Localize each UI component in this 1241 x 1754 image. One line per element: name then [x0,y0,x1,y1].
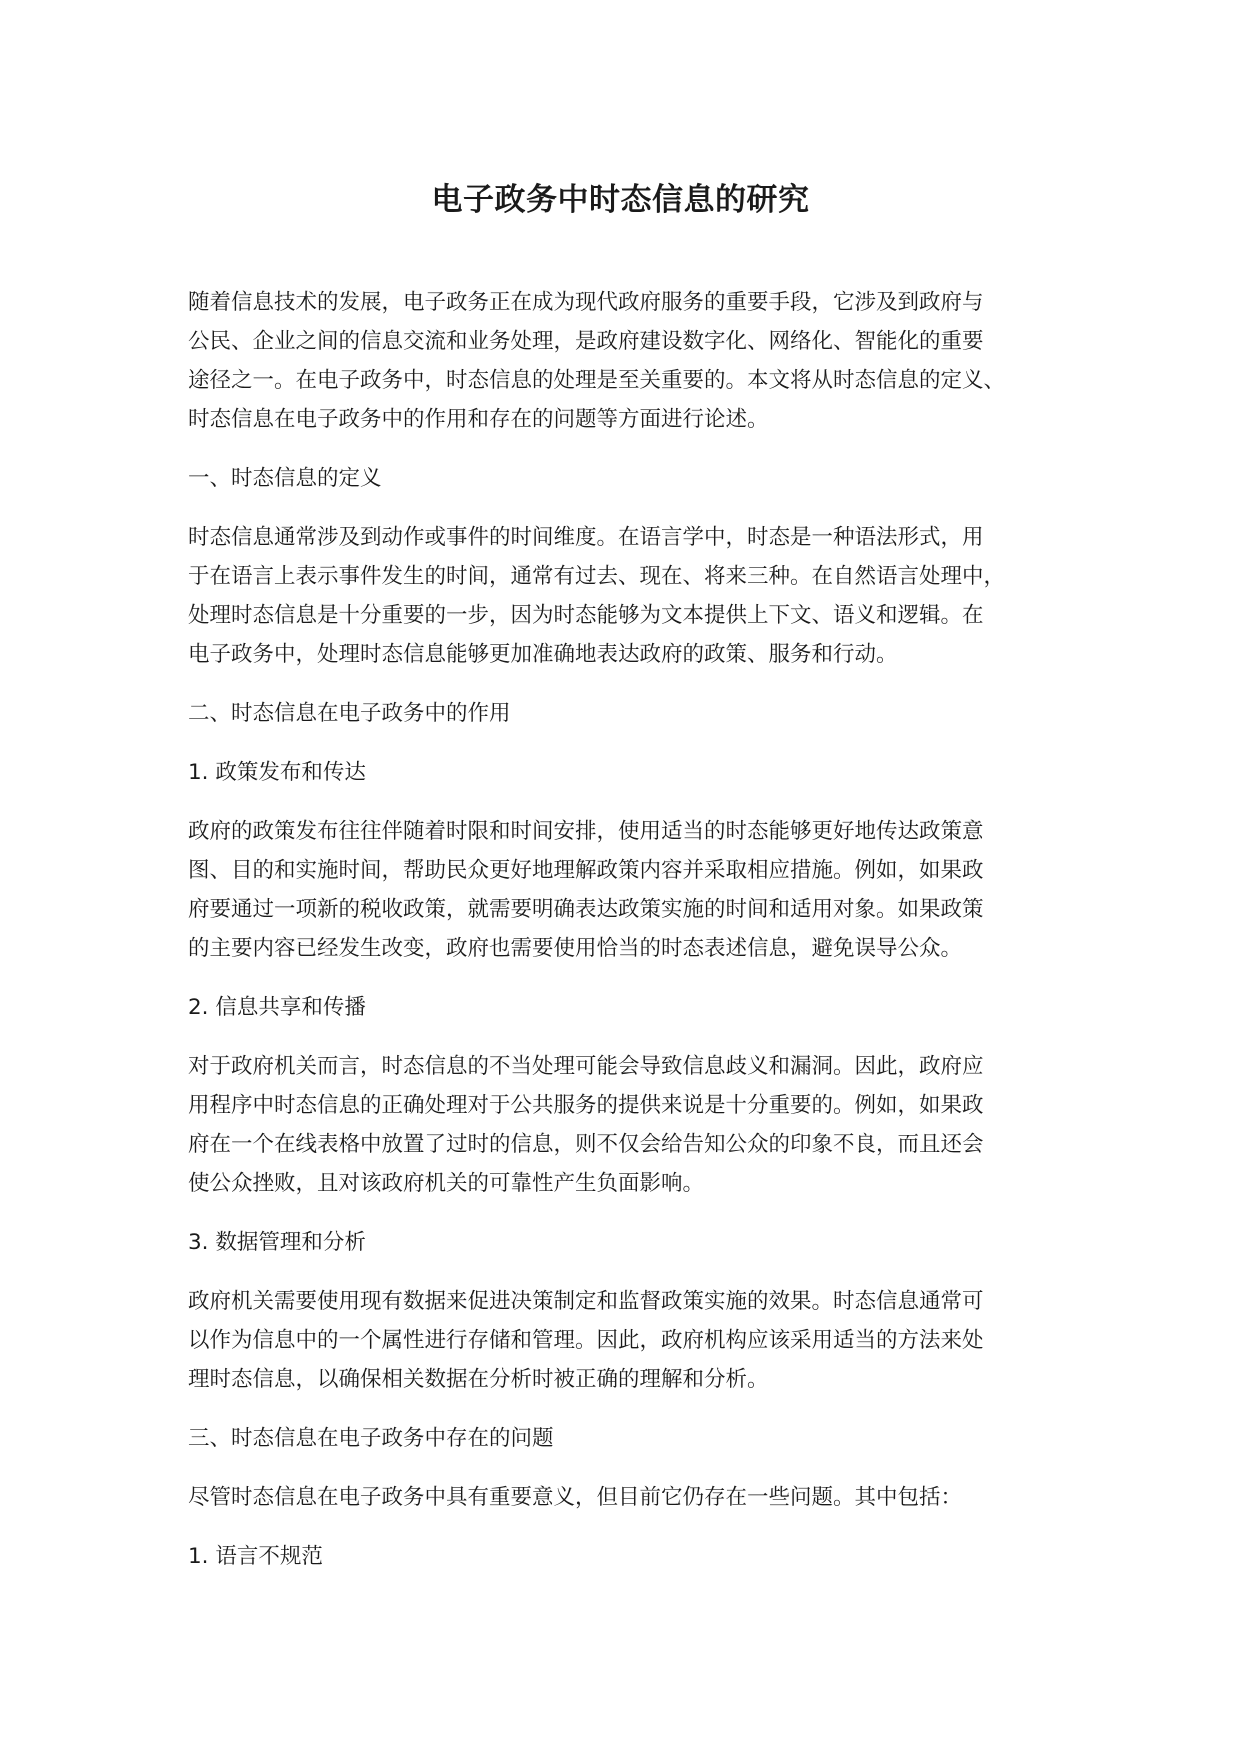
section-heading: 二、时态信息在电子政务中的作用 [188,701,511,726]
section-heading: 3. 数据管理和分析 [188,1230,366,1255]
paragraph-line: 途径之一。在电子政务中，时态信息的处理是至关重要的。本文将从时态信息的定义、 [188,368,1006,393]
paragraph-line: 以作为信息中的一个属性进行存储和管理。因此，政府机构应该采用适当的方法来处 [188,1328,984,1353]
document-title: 电子政务中时态信息的研究 [431,182,810,218]
paragraph-line: 的主要内容已经发生改变，政府也需要使用恰当的时态表述信息，避免误导公众。 [188,936,963,961]
body-paragraph [188,812,1068,968]
paragraph-line: 于在语言上表示事件发生的时间，通常有过去、现在、将来三种。在自然语言处理中， [188,564,1006,589]
paragraph-line: 用程序中时态信息的正确处理对于公共服务的提供来说是十分重要的。例如，如果政 [188,1093,984,1118]
body-paragraph [188,1282,1068,1399]
body-paragraph [188,518,1068,674]
paragraph-line: 公民、企业之间的信息交流和业务处理，是政府建设数字化、网络化、智能化的重要 [188,329,984,354]
paragraph-line: 政府的政策发布往往伴随着时限和时间安排，使用适当的时态能够更好地传达政策意 [188,819,984,844]
paragraph-line: 电子政务中，处理时态信息能够更加准确地表达政府的政策、服务和行动。 [188,642,898,667]
paragraph-line: 图、目的和实施时间，帮助民众更好地理解政策内容并采取相应措施。例如，如果政 [188,858,984,883]
section-heading: 2. 信息共享和传播 [188,995,366,1020]
section-heading: 1. 语言不规范 [188,1544,323,1569]
paragraph-line: 随着信息技术的发展，电子政务正在成为现代政府服务的重要手段，它涉及到政府与 [188,290,984,315]
paragraph-line: 理时态信息，以确保相关数据在分析时被正确的理解和分析。 [188,1367,769,1392]
section-heading: 三、时态信息在电子政务中存在的问题 [188,1426,554,1451]
paragraph-line: 时态信息通常涉及到动作或事件的时间维度。在语言学中，时态是一种语法形式，用 [188,525,984,550]
paragraph-line: 政府机关需要使用现有数据来促进决策制定和监督政策实施的效果。时态信息通常可 [188,1289,984,1314]
paragraph-line: 对于政府机关而言，时态信息的不当处理可能会导致信息歧义和漏洞。因此，政府应 [188,1054,984,1079]
document-body [188,283,1068,1596]
paragraph-line: 府要通过一项新的税收政策，就需要明确表达政策实施的时间和适用对象。如果政策 [188,897,984,922]
paragraph-line: 使公众挫败，且对该政府机关的可靠性产生负面影响。 [188,1171,705,1196]
paragraph-line: 尽管时态信息在电子政务中具有重要意义，但目前它仍存在一些问题。其中包括： [188,1485,963,1510]
section-heading: 1. 政策发布和传达 [188,760,366,785]
body-paragraph [188,1478,1068,1517]
section-heading: 一、时态信息的定义 [188,466,382,491]
paragraph-line: 时态信息在电子政务中的作用和存在的问题等方面进行论述。 [188,407,769,432]
paragraph-line: 处理时态信息是十分重要的一步，因为时态能够为文本提供上下文、语义和逻辑。在 [188,603,984,628]
body-paragraph [188,1047,1068,1203]
paragraph-line: 府在一个在线表格中放置了过时的信息，则不仅会给告知公众的印象不良，而且还会 [188,1132,984,1157]
body-paragraph [188,283,1068,439]
